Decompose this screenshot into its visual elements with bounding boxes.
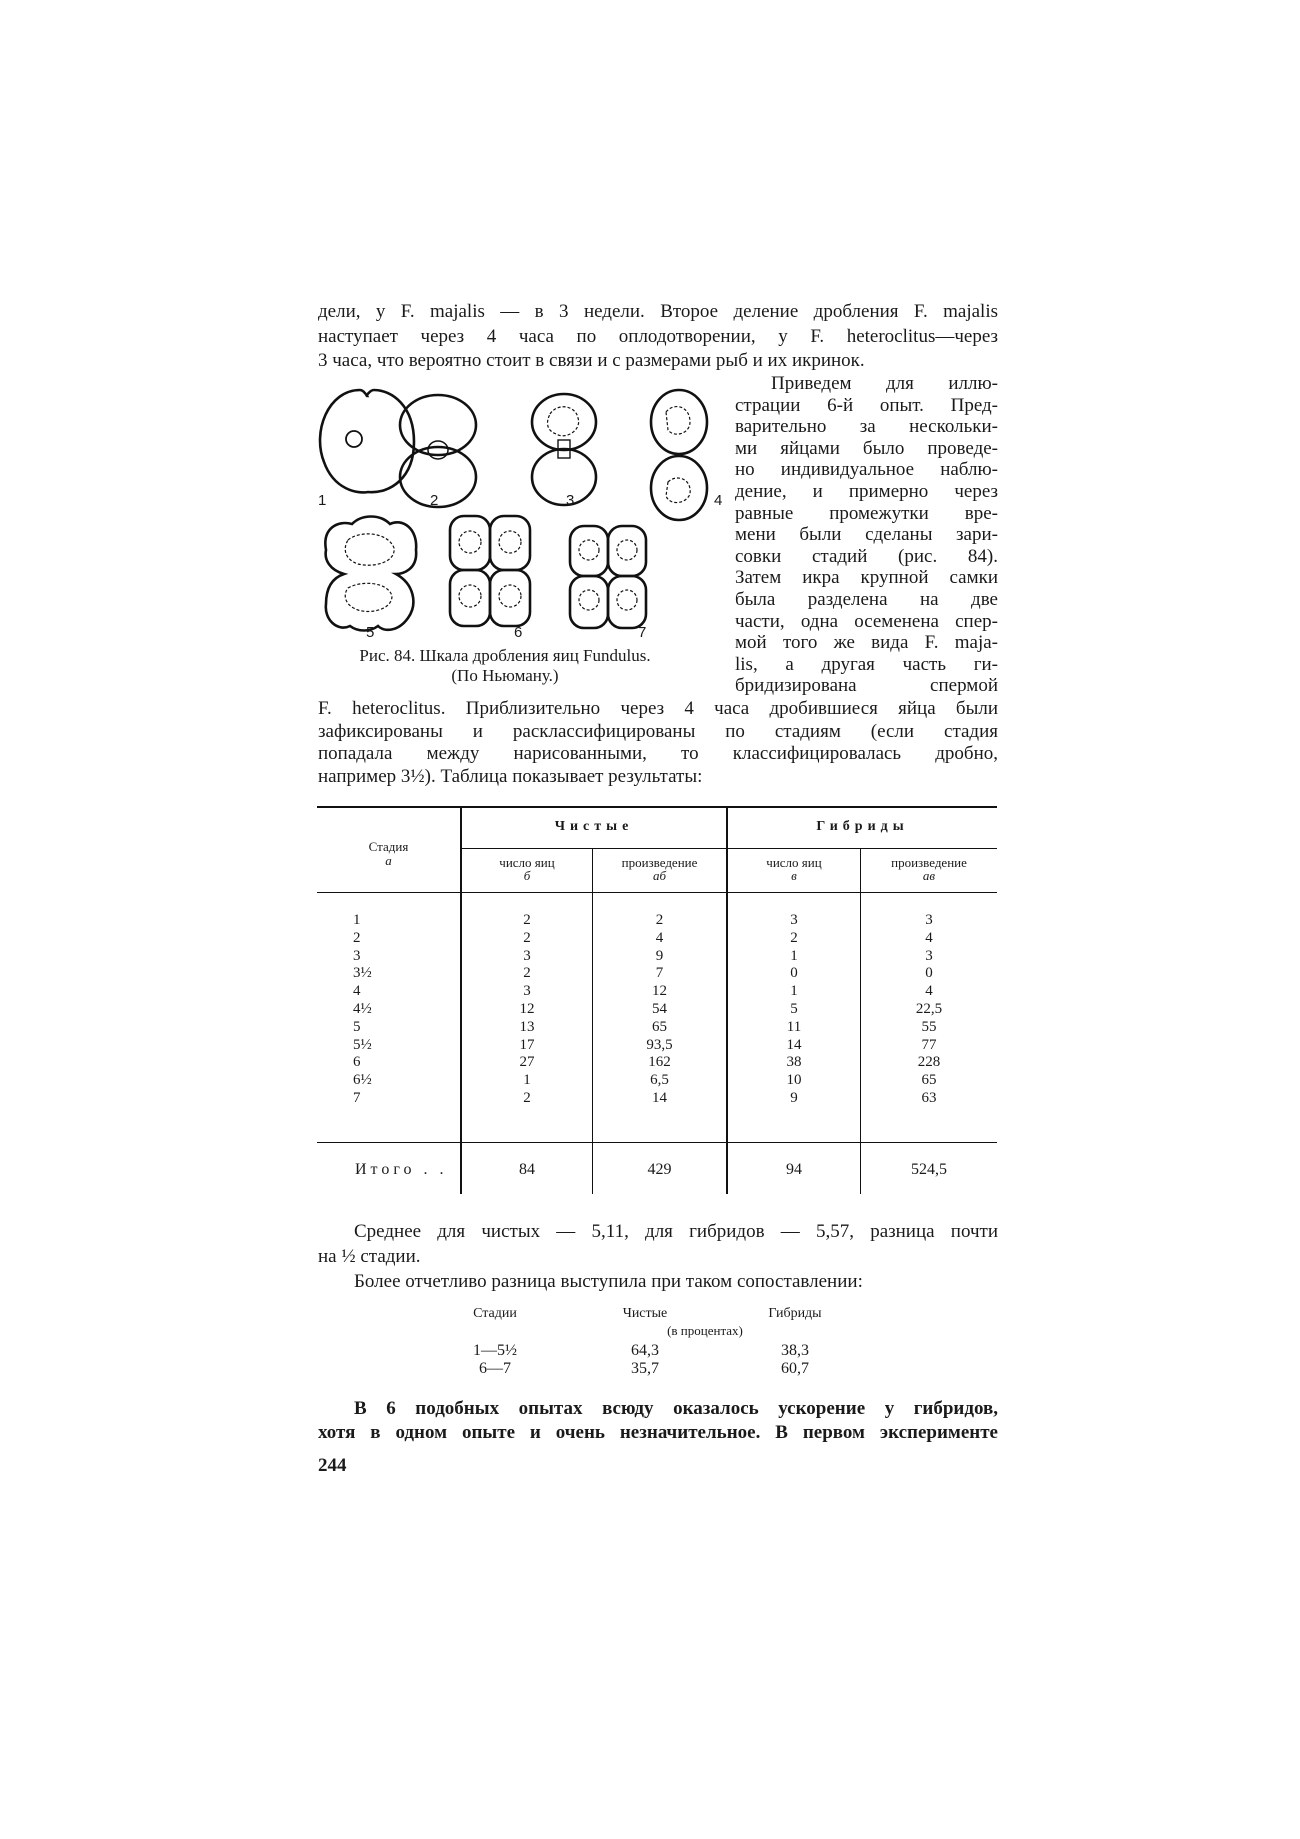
group-header-pure: Чистые — [554, 819, 634, 834]
col-header-pure: Чистые — [622, 1306, 668, 1321]
figure-number: 5 — [366, 624, 375, 641]
text-line: была разделена на две — [735, 588, 998, 610]
table-rule — [317, 1142, 997, 1143]
results-table — [317, 806, 997, 1194]
cell-stage: 4 — [353, 983, 361, 1000]
text-line: дение, и примерно через — [735, 480, 998, 502]
mean-paragraph — [318, 1219, 998, 1269]
cell-stage: 6 — [353, 1054, 361, 1071]
cell-stage: 3 — [353, 947, 361, 964]
text-line: равные промежутки вре- — [735, 502, 998, 524]
figure-caption: Рис. 84. Шкала дробления яиц Fundulus. — [359, 646, 651, 665]
col-header-sub: б — [523, 868, 531, 883]
cell-pure-product: 65 — [652, 1018, 667, 1035]
col-header-sub: ав — [922, 868, 936, 883]
total-pure-count: 84 — [519, 1161, 535, 1178]
cell-hybrid-product: 0 — [925, 965, 933, 982]
table-rule — [317, 806, 997, 808]
cell-hybrid-product: 3 — [925, 947, 933, 964]
col-header-stage: Стадия — [368, 839, 409, 854]
cell-pure-product: 54 — [652, 1001, 667, 1017]
cell-hybrid-count: 5 — [790, 1001, 798, 1017]
cell-stage: 7 — [353, 1090, 361, 1106]
cell-pure-count: 13 — [519, 1018, 535, 1035]
cell-pure-count: 1 — [523, 1072, 531, 1089]
figure-number: 1 — [318, 492, 327, 509]
cell-hybrid-product: 4 — [925, 983, 933, 1000]
figure-caption-source: (По Ньюману.) — [451, 666, 559, 685]
cell-pure-product: 4 — [655, 929, 664, 946]
cell-pure-count: 2 — [523, 912, 531, 928]
cell-pure-product: 12 — [652, 983, 667, 1000]
cell-hybrid-count: 2 — [790, 929, 798, 946]
text-line: части, одна осеменена спер- — [735, 610, 998, 632]
text-line: В 6 подобных опытах всюду оказалось ускорение у гибридов, — [354, 1398, 998, 1419]
text-line: страции 6-й опыт. Пред- — [735, 394, 998, 416]
col-header-stage-sub: а — [385, 853, 392, 868]
page-number: 244 — [318, 1455, 347, 1476]
col-header-stage: Стадии — [473, 1306, 517, 1321]
col-header-hybrid-count: число яиц — [766, 855, 822, 870]
bottom-paragraph — [318, 1397, 998, 1445]
text-line: попадала между нарисованными, то классифицировалась дробно, — [318, 743, 998, 764]
text-line: Затем икра крупной самки — [735, 567, 998, 589]
col-header-hybrid: Гибриды — [768, 1306, 822, 1321]
text-line: хотя в одном опыте и очень незначительное. В первом эксперименте — [318, 1422, 998, 1443]
text-line: зафиксированы и расклассифицированы по стадиям (если стадия — [318, 720, 998, 742]
top-paragraph — [318, 300, 998, 374]
side-paragraph — [735, 373, 998, 697]
cell-hybrid-count: 1 — [790, 983, 798, 1000]
cell-pure-product: 14 — [652, 1090, 667, 1106]
text-line: варительно за нескольки- — [735, 416, 998, 438]
text-line: совки стадий (рис. 84). — [735, 545, 998, 567]
row-stage: 6—7 — [479, 1360, 511, 1377]
cell-pure-count: 17 — [519, 1036, 535, 1053]
comparison-table — [440, 1306, 880, 1386]
row-hybrid: 60,7 — [781, 1360, 809, 1377]
col-header-unit: (в процентах) — [667, 1323, 743, 1338]
cell-stage: 4½ — [353, 1001, 372, 1017]
cell-hybrid-count: 9 — [790, 1090, 798, 1106]
row-pure: 35,7 — [631, 1360, 659, 1377]
cell-pure-product: 93,5 — [646, 1036, 673, 1053]
text-line: но индивидуальное наблю- — [735, 459, 998, 481]
row-stage: 1—5½ — [473, 1342, 517, 1359]
col-header-sub: в — [791, 868, 797, 883]
text-line: Среднее для чистых — 5,11, для гибридов — 5,57, разница почти — [354, 1221, 998, 1242]
cell-hybrid-product: 3 — [925, 912, 933, 928]
cleavage-drawings — [318, 382, 723, 642]
cell-pure-product: 2 — [655, 912, 664, 928]
text-line: например 3½). Таблица показывает результаты: — [318, 765, 703, 787]
figure-number: 6 — [514, 624, 523, 641]
cell-hybrid-count: 1 — [790, 947, 798, 964]
cell-hybrid-product: 65 — [921, 1072, 937, 1089]
text-line: F. heteroclitus. Приблизительно через 4 часа дробившиеся яйца были — [318, 698, 998, 719]
middle-paragraph — [318, 698, 998, 788]
total-pure-product: 429 — [647, 1161, 672, 1178]
cell-pure-product: 9 — [655, 947, 664, 964]
total-label: Итого . . — [355, 1161, 448, 1178]
text-line: бридизирована спермой — [735, 675, 998, 697]
cell-pure-count: 3 — [523, 983, 531, 1000]
total-hybrid-count: 94 — [786, 1161, 802, 1178]
cell-stage: 6½ — [353, 1072, 372, 1089]
cell-hybrid-count: 38 — [786, 1054, 802, 1071]
text-line: Приведем для иллю- — [771, 373, 998, 394]
cell-pure-count: 12 — [519, 1001, 535, 1017]
cell-pure-product: 7 — [655, 965, 664, 982]
cell-hybrid-product: 55 — [921, 1018, 937, 1035]
cell-hybrid-product: 4 — [925, 929, 933, 946]
cell-hybrid-product: 77 — [921, 1036, 937, 1053]
cell-hybrid-product: 63 — [921, 1090, 937, 1106]
text-line: дели, у F. majalis — в 3 недели. Второе деление дробления F. majalis — [318, 301, 998, 322]
total-hybrid-product: 524,5 — [911, 1161, 947, 1178]
text-line: lis, а другая часть ги- — [735, 653, 998, 675]
figure-number: 7 — [638, 624, 647, 641]
col-header-sub: аб — [652, 868, 667, 883]
text-line: 3 часа, что вероятно стоит в связи и с размерами рыб и их икринок. — [318, 350, 865, 371]
figure-number: 4 — [714, 492, 723, 509]
cell-pure-count: 2 — [523, 1090, 531, 1106]
cell-stage: 1 — [353, 912, 361, 928]
row-pure: 64,3 — [631, 1342, 659, 1359]
table-rule — [317, 892, 997, 893]
col-header-pure-count: число яиц — [499, 855, 555, 870]
cell-stage: 5½ — [353, 1036, 372, 1053]
figure-number: 3 — [566, 492, 575, 509]
col-header-hybrid-product: произведение — [891, 855, 967, 870]
cell-hybrid-count: 14 — [786, 1036, 802, 1053]
text-line: на ½ стадии. — [318, 1246, 421, 1267]
col-header-pure-product: произведение — [621, 855, 698, 870]
cell-hybrid-count: 0 — [790, 965, 798, 982]
cell-pure-product: 162 — [648, 1054, 671, 1071]
row-hybrid: 38,3 — [781, 1342, 809, 1359]
group-header-hybrid: Гибриды — [816, 819, 909, 834]
text-line: ми яйцами было проведе- — [735, 437, 998, 459]
cell-hybrid-count: 11 — [786, 1018, 802, 1035]
table-rule — [460, 848, 997, 849]
cell-hybrid-count: 3 — [790, 912, 798, 928]
cell-hybrid-count: 10 — [786, 1072, 802, 1089]
cell-pure-product: 6,5 — [650, 1072, 669, 1089]
cell-pure-count: 2 — [523, 965, 531, 982]
text-line: наступает через 4 часа по оплодотворении, у F. heteroclitus—через — [318, 325, 998, 347]
compare-line: Более отчетливо разница выступила при таком сопоставлении: — [354, 1271, 863, 1292]
cell-pure-count: 3 — [523, 947, 531, 964]
cell-pure-count: 27 — [519, 1054, 535, 1071]
figure-84 — [318, 382, 723, 685]
cell-stage: 5 — [353, 1018, 361, 1035]
cell-pure-count: 2 — [523, 929, 531, 946]
cell-stage: 2 — [353, 929, 361, 946]
figure-number: 2 — [430, 492, 439, 509]
text-line: мой того же вида F. maja- — [735, 632, 998, 654]
text-line: мени были сделаны зари- — [735, 524, 998, 546]
cell-hybrid-product: 22,5 — [915, 1001, 943, 1017]
cell-stage: 3½ — [353, 965, 372, 982]
cell-hybrid-product: 228 — [917, 1054, 941, 1071]
